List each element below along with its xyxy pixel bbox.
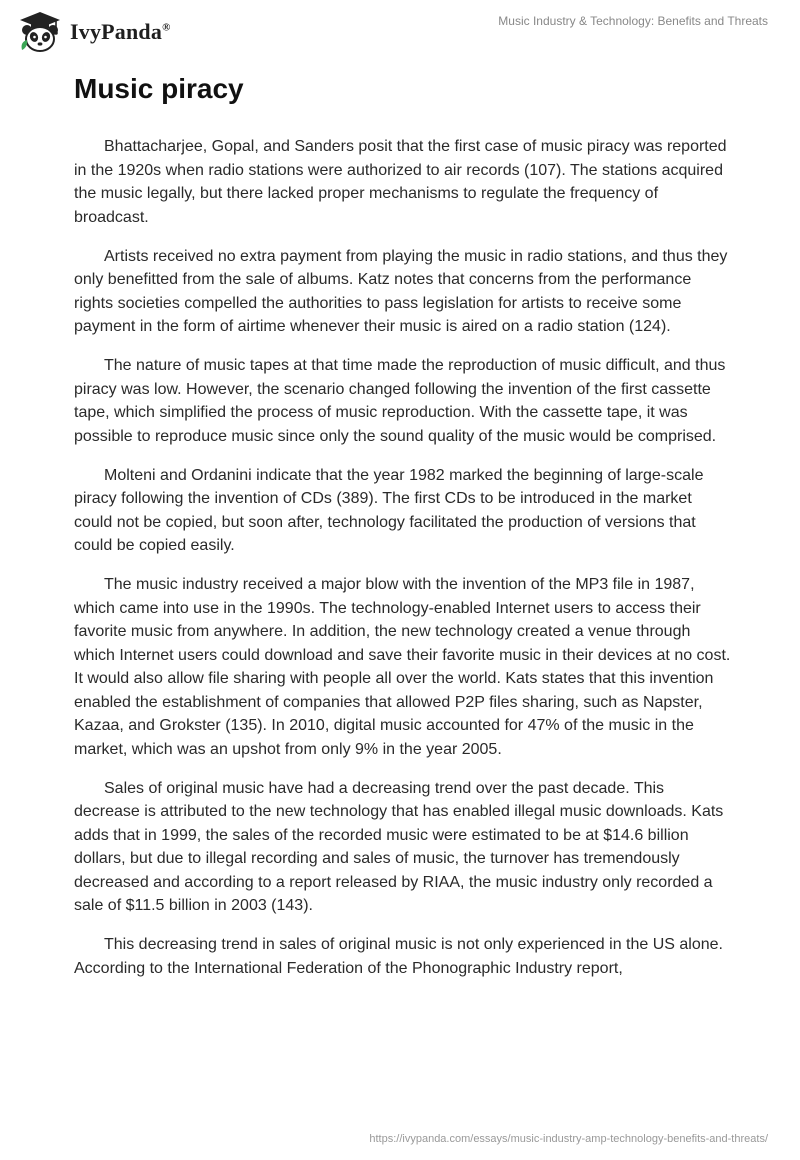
paragraph-2: Artists received no extra payment from playing the music in radio stations, and thus they only benefitted from the sale of albums. Katz notes that concerns from the performance rights societies compelled the authorities to pass legislation for artists to receive some payment in the form of airtime whenever their music is aired on a radio station (124). bbox=[74, 247, 728, 335]
section-title: Music piracy bbox=[74, 73, 244, 104]
ivypanda-logo[interactable] bbox=[16, 10, 171, 54]
panda-graduate-icon bbox=[16, 10, 64, 54]
registered-mark: ® bbox=[162, 21, 171, 34]
essay-body bbox=[74, 135, 732, 996]
source-url[interactable]: https://ivypanda.com/essays/music-industry-amp-technology-benefits-and-threats/ bbox=[369, 1133, 768, 1145]
paragraph-5: The music industry received a major blow with the invention of the MP3 file in 1987, which came into use in the 1990s. The technology-enabled Internet users to access their favorite music from anywhere. In addition, the new technology created a venue through which Internet users could download and save their favorite music in their devices at no cost. It would also allow file sharing with people all over the world. Kats states that this invention enabled the establishment of companies that allowed P2P files sharing, such as Napster, Kazaa, and Grokster (135). In 2010, digital music accounted for 47% of the music in the market, which was an upshot from only 9% in the year 2005. bbox=[74, 576, 731, 758]
paragraph-1: Bhattacharjee, Gopal, and Sanders posit that the first case of music piracy was reported in the 1920s when radio stations were authorized to air records (107). The stations acquired the music legally, but there lacked proper mechanisms to regulate the frequency of broadcast. bbox=[74, 138, 727, 226]
paragraph-7: This decreasing trend in sales of original music is not only experienced in the US alone. According to the International Federation of the Phonographic Industry report, bbox=[74, 936, 723, 977]
paragraph-4: Molteni and Ordanini indicate that the year 1982 marked the beginning of large-scale piracy following the invention of CDs (389). The first CDs to be introduced in the market could not be copied, but soon after, technology facilitated the production of versions that could be copied easily. bbox=[74, 466, 704, 554]
paragraph-3: The nature of music tapes at that time made the reproduction of music difficult, and thus piracy was low. However, the scenario changed following the invention of the first cassette tape, which simplified the process of music reproduction. With the cassette tape, it was possible to reproduce music since only the sound quality of the music would be comprised. bbox=[74, 357, 726, 445]
running-title: Music Industry & Technology: Benefits and Threats bbox=[498, 14, 768, 28]
page-header bbox=[0, 0, 800, 62]
logo-wordmark: IvyPanda® bbox=[70, 19, 171, 44]
paragraph-6: Sales of original music have had a decreasing trend over the past decade. This decrease is attributed to the new technology that has enabled illegal music downloads. Kats adds that in 1999, the sales of the recorded music were estimated to be at $14.6 billion dollars, but due to illegal recording and sales of music, the turnover has tremendously decreased and according to a report released by RIAA, the music industry only recorded a sale of $11.5 billion in 2003 (143). bbox=[74, 779, 724, 914]
